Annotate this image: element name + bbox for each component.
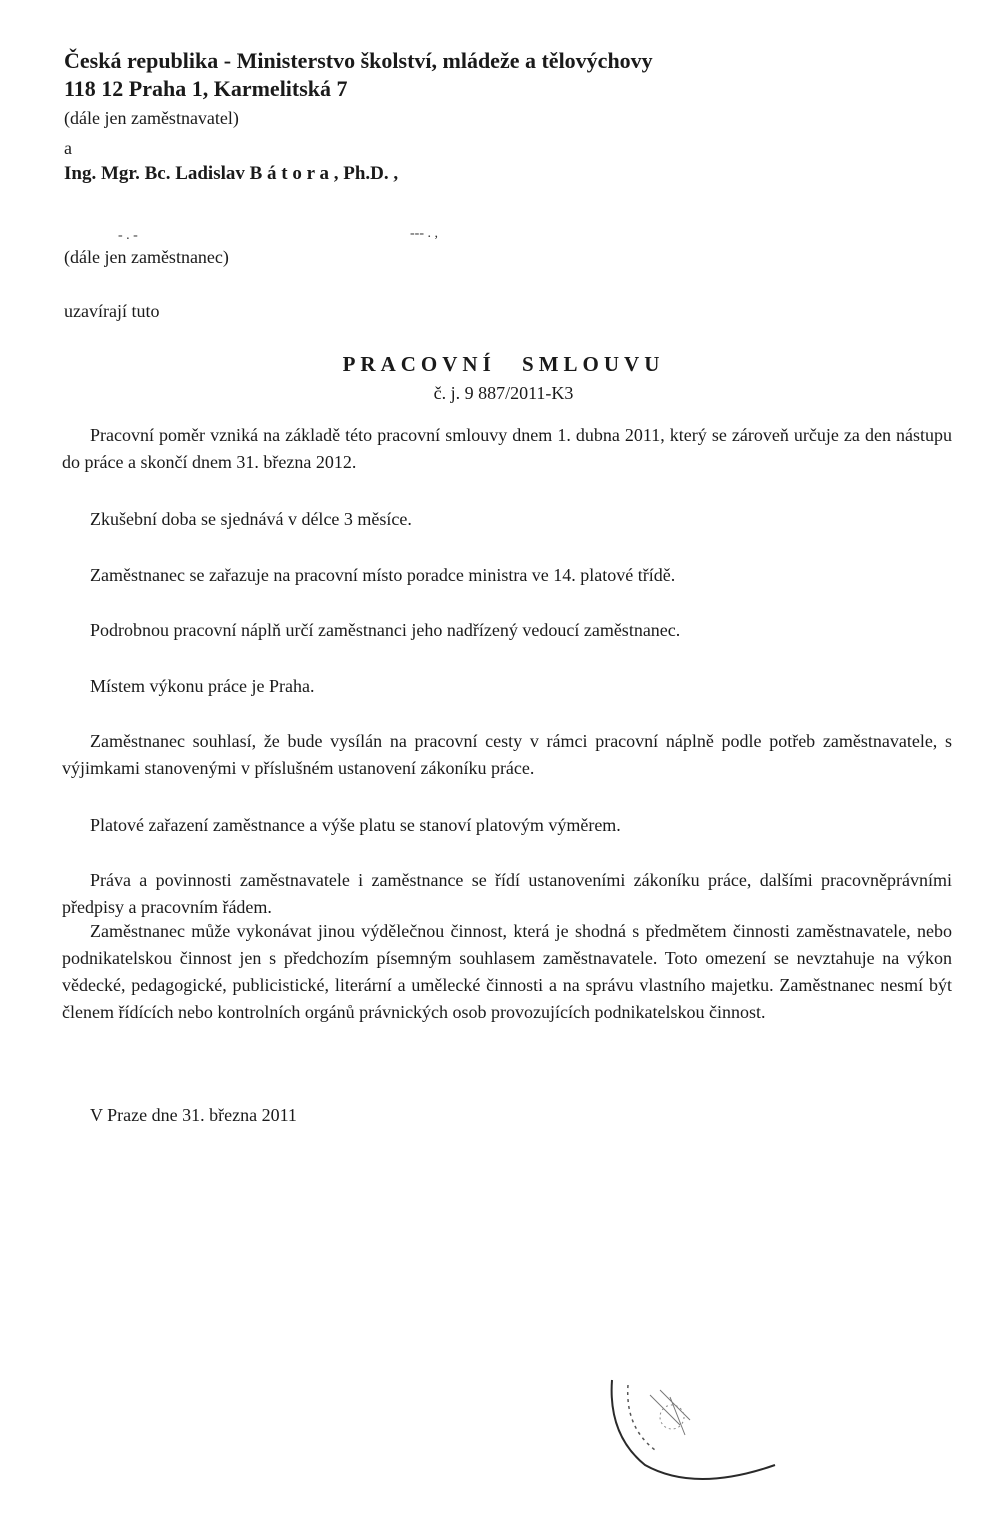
paragraph-probation: Zkušební doba se sjednává v délce 3 měsíce. [90,509,412,529]
paragraph-business-trips: Zaměstnanec souhlasí, že bude vysílán na pracovní cesty v rámci pracovní náplně podle potřeb zaměstnavatele, s výjimkami stanovenými v příslušném ustanovení zákoníku práce. [62,731,952,778]
redaction-mark-right: --- . , [410,226,438,241]
paragraph-employment-term: Pracovní poměr vzniká na základě této pracovní smlouvy dnem 1. dubna 2011, který se zároveň určuje za den nástupu do práce a skončí dnem 31. března 2012. [62,425,952,472]
employer-address: 118 12 Praha 1, Karmelitská 7 [64,76,348,101]
official-stamp-partial [600,1365,790,1485]
paragraph-workplace: Místem výkonu práce je Praha. [90,676,315,696]
paragraph-duties: Podrobnou pracovní náplň určí zaměstnanci jeho nadřízený vedoucí zaměstnanec. [90,620,681,640]
and-conjunction: a [64,138,72,158]
employee-label: (dále jen zaměstnanec) [64,247,229,267]
paragraph-rights: Práva a povinnosti zaměstnavatele i zaměstnance se řídí ustanoveními zákoníku práce, dalšími pracovněprávními předpisy a pracovním řádem. [62,870,952,917]
reference-number: č. j. 9 887/2011-K3 [433,383,574,403]
employer-label: (dále jen zaměstnavatel) [64,108,239,128]
paragraph-salary: Platové zařazení zaměstnance a výše platu se stanoví platovým výměrem. [90,815,621,835]
conclude-text: uzavírají tuto [64,301,160,321]
paragraph-other-activity: Zaměstnanec může vykonávat jinou výdělečnou činnost, která je shodná s předmětem činnosti zaměstnavatele, nebo podnikatelskou činnost jen s předchozím písemným souhlasem zaměstnavatele. Toto omezení se nevztahuje na výkon vědecké, pedagogické, publicistické, literární a umělecké činnosti a na správu vlastního majetku. Zaměstnanec nesmí být členem řídících nebo kontrolních orgánů právnických osob provozujících podnikatelskou činnost. [62,921,952,1022]
redaction-mark-left: - . - [118,228,138,243]
contract-title [0,352,1007,377]
paragraph-position: Zaměstnanec se zařazuje na pracovní místo poradce ministra ve 14. platové třídě. [90,565,676,585]
employer-name: Česká republika - Ministerstvo školství, mládeže a tělovýchovy [64,48,653,73]
title-word-2: SMLOUVU [522,352,665,376]
employee-name: Ing. Mgr. Bc. Ladislav B á t o r a , Ph.D. , [64,163,399,184]
place-and-date: V Praze dne 31. března 2011 [90,1105,297,1125]
title-word-1: PRACOVNÍ [342,352,496,376]
